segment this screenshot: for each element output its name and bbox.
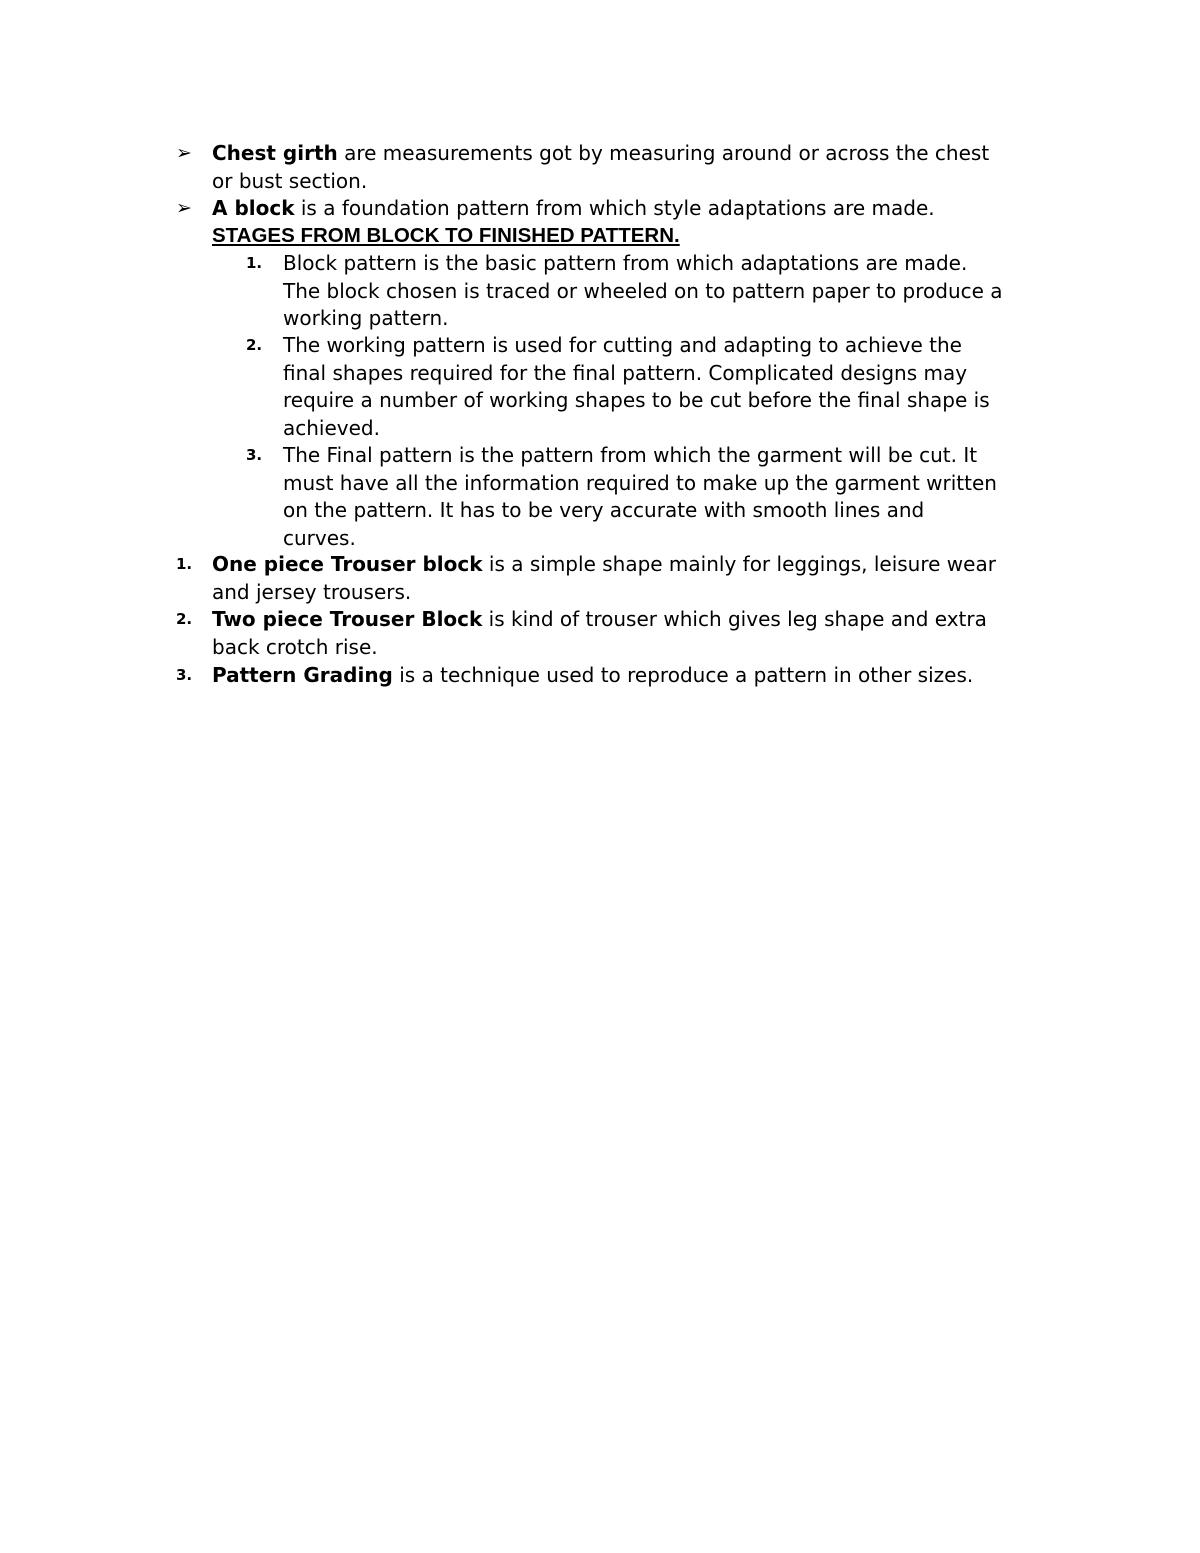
- stage-text: The working pattern is used for cutting and adapting to achieve the final shapes required for the final pattern. Complicated designs may require a number of working shapes to be cut before the final shape is achieved.: [283, 333, 990, 440]
- bullet-text: [212, 195, 1072, 223]
- stage-item-1: [244, 250, 1074, 333]
- definition-cont: and jersey trousers.: [212, 579, 412, 604]
- definition-cont: or bust section.: [212, 168, 368, 193]
- definition-item-3: [172, 662, 1072, 690]
- section-heading: STAGES FROM BLOCK TO FINISHED PATTERN.: [212, 224, 680, 247]
- list-number: 2.: [176, 610, 193, 628]
- definition: is a foundation pattern from which style adaptations are made.: [294, 196, 935, 220]
- term: Two piece Trouser Block: [212, 607, 483, 631]
- term: Pattern Grading: [212, 663, 393, 687]
- term: One piece Trouser block: [212, 552, 483, 576]
- list-number: 1.: [176, 555, 193, 573]
- list-number: 2.: [246, 336, 263, 354]
- stage-text: Block pattern is the basic pattern from which adaptations are made. The block chosen is traced or wheeled on to pattern paper to produce a working pattern.: [283, 251, 1003, 330]
- bullet-item-chest-girth: [172, 140, 1072, 195]
- term: A block: [212, 196, 295, 220]
- definition-text: [212, 662, 1072, 690]
- definition: is a technique used to reproduce a pattern in other sizes.: [392, 663, 974, 687]
- definition-item-1: [172, 551, 1072, 606]
- definition-text: [212, 606, 1072, 661]
- list-number: 1.: [246, 254, 263, 272]
- definition-item-2: [172, 606, 1072, 661]
- stage-item-3: [244, 442, 1074, 552]
- bullet-text: [212, 140, 1072, 195]
- term: Chest girth: [212, 141, 338, 165]
- definition-text: [212, 551, 1072, 606]
- list-number: 3.: [176, 666, 193, 684]
- arrow-bullet-icon: ➢: [176, 197, 192, 219]
- definition-cont: back crotch rise.: [212, 634, 378, 659]
- list-number: 3.: [246, 446, 263, 464]
- definition: is a simple shape mainly for leggings, leisure wear: [482, 552, 996, 576]
- stage-text: The Final pattern is the pattern from which the garment will be cut. It must have all the information required to make up the garment written on the pattern. It has to be very accurate with smooth lines and curves.: [283, 443, 997, 550]
- arrow-bullet-icon: ➢: [176, 142, 192, 164]
- stage-item-2: [244, 332, 1074, 442]
- definition: are measurements got by measuring around or across the chest: [337, 141, 990, 165]
- bullet-item-a-block: [172, 195, 1072, 223]
- definition: is kind of trouser which gives leg shape and extra: [482, 607, 987, 631]
